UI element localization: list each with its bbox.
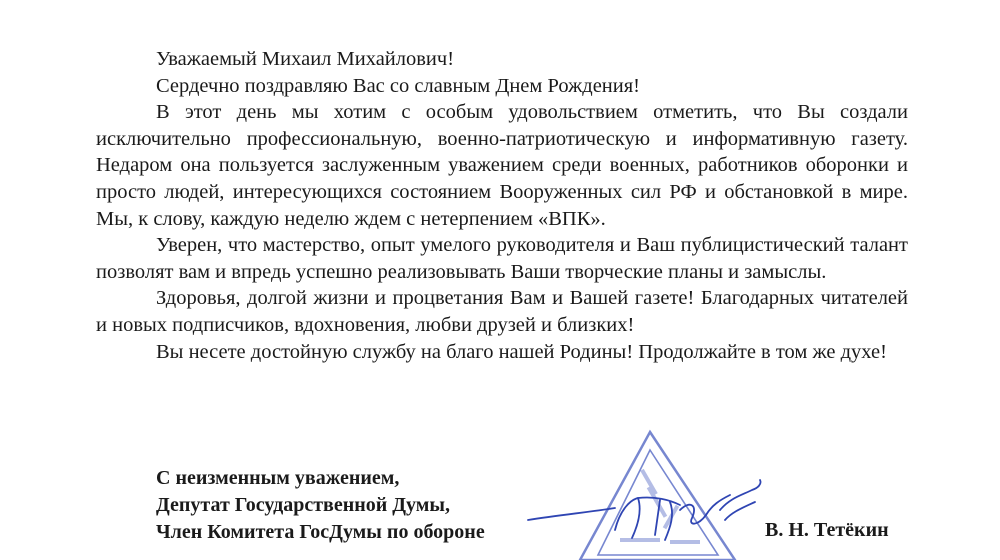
paragraph-achievements: В этот день мы хотим с особым удовольствием отметить, что Вы создали исключительно профессиональную, военно-патриотическую и информативную газету. Недаром она пользуется заслуженным уважением среди военных, работников оборонки и просто людей, интересующихся состоянием Вооруженных сил РФ и обстановкой в мире. Мы, к слову, каждую неделю ждем с нетерпением «ВПК». xyxy=(96,101,908,230)
handwritten-signature-icon xyxy=(520,460,770,560)
closing-regards: С неизменным уважением, xyxy=(156,467,400,489)
congrats-line: Сердечно поздравляю Вас со славным Днем Рождения! xyxy=(156,74,641,97)
paragraph-service: Вы несете достойную службу на благо нашей Родины! Продолжайте в том же духе! xyxy=(156,340,887,363)
signer-name: В. Н. Тетёкин xyxy=(765,519,889,541)
closing-block xyxy=(156,465,485,546)
greeting-line: Уважаемый Михаил Михайлович! xyxy=(156,48,455,70)
paragraph-talent: Уверен, что мастерство, опыт умелого руководителя и Ваш публицистический талант позволят вам и впредь успешно реализовывать Ваши творческие планы и замыслы. xyxy=(96,234,908,283)
closing-title: Депутат Государственной Думы, xyxy=(156,494,451,516)
closing-committee: Член Комитета ГосДумы по обороне xyxy=(156,521,485,543)
paragraph-wishes: Здоровья, долгой жизни и процветания Вам и Вашей газете! Благодарных читателей и новых подписчиков, вдохновения, любви друзей и близких! xyxy=(96,287,908,336)
letter-body xyxy=(96,46,908,365)
